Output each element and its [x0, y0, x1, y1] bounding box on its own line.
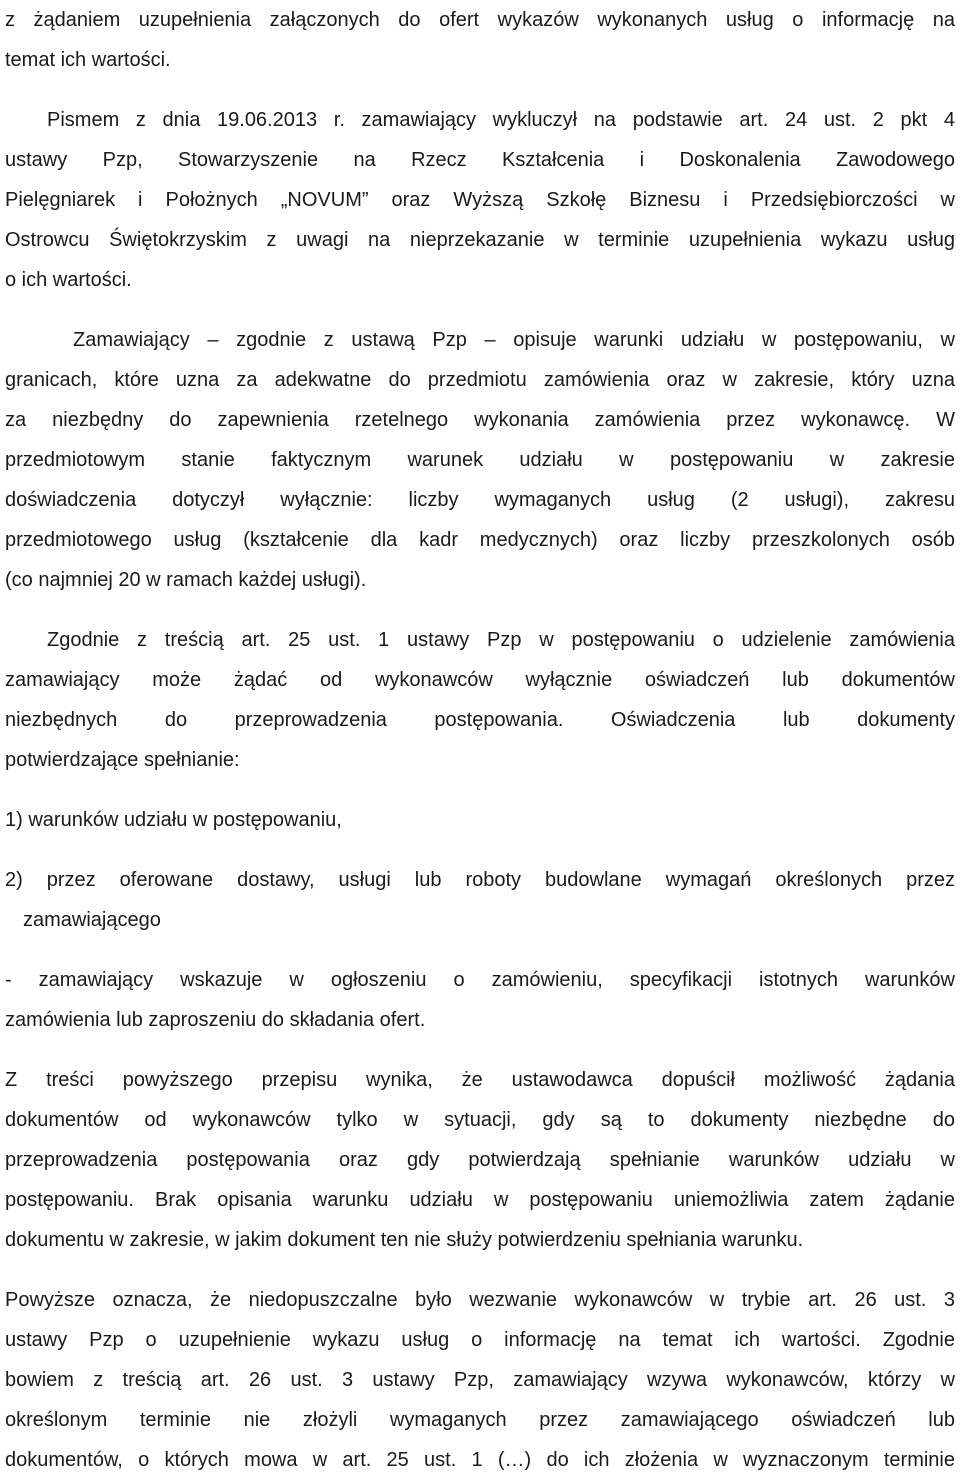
text-line: 2) przez oferowane dostawy, usługi lub roboty budowlane wymagań określonych przez	[5, 869, 955, 891]
text-line: przeprowadzenia postępowania oraz gdy potwierdzają spełnianie warunków udziału w	[5, 1149, 955, 1171]
paragraph-3	[5, 320, 955, 600]
text-line: doświadczenia dotyczył wyłącznie: liczby wymaganych usług (2 usługi), zakresu	[5, 489, 955, 511]
text-line: z żądaniem uzupełnienia załączonych do ofert wykazów wykonanych usług o informację na	[5, 9, 955, 31]
text-line: dokumentu w zakresie, w jakim dokument ten nie służy potwierdzeniu spełniania warunku.	[5, 1229, 804, 1251]
list-item-2	[5, 860, 955, 940]
text-line: określonym terminie nie złożyli wymaganych przez zamawiającego oświadczeń lub	[5, 1409, 955, 1431]
paragraph-gap	[5, 940, 955, 960]
text-line: za niezbędny do zapewnienia rzetelnego wykonania zamówienia przez wykonawcę. W	[5, 409, 955, 431]
paragraph-gap	[5, 1040, 955, 1060]
text-line: temat ich wartości.	[5, 49, 171, 71]
text-line: Pismem z dnia 19.06.2013 r. zamawiający wykluczył na podstawie art. 24 ust. 2 pkt 4	[47, 109, 955, 131]
text-line: przedmiotowego usług (kształcenie dla kadr medycznych) oraz liczby przeszkolonych osób	[5, 529, 955, 551]
text-line: 1) warunków udziału w postępowaniu,	[5, 809, 342, 831]
text-line: ustawy Pzp o uzupełnienie wykazu usług o informację na temat ich wartości. Zgodnie	[5, 1329, 955, 1351]
text-line: dokumentów od wykonawców tylko w sytuacji, gdy są to dokumenty niezbędne do	[5, 1109, 955, 1131]
text-line: Ostrowcu Świętokrzyskim z uwagi na nieprzekazanie w terminie uzupełnienia wykazu usług	[5, 229, 955, 251]
text-line: Z treści powyższego przepisu wynika, że ustawodawca dopuścił możliwość żądania	[5, 1069, 955, 1091]
text-line: Powyższe oznacza, że niedopuszczalne było wezwanie wykonawców w trybie art. 26 ust. 3	[5, 1289, 955, 1311]
text-line: potwierdzające spełnianie:	[5, 749, 240, 771]
text-line: - zamawiający wskazuje w ogłoszeniu o zamówieniu, specyfikacji istotnych warunków	[5, 969, 955, 991]
paragraph-gap	[5, 840, 955, 860]
text-line: przedmiotowym stanie faktycznym warunek udziału w postępowaniu w zakresie	[5, 449, 955, 471]
text-line: zamawiającego	[23, 909, 161, 931]
paragraph-2	[5, 100, 955, 300]
text-line: zamawiający może żądać od wykonawców wyłącznie oświadczeń lub dokumentów	[5, 669, 955, 691]
text-line: Zgodnie z treścią art. 25 ust. 1 ustawy Pzp w postępowaniu o udzielenie zamówienia	[47, 629, 955, 651]
list-item-1	[5, 800, 955, 840]
text-line: granicach, które uzna za adekwatne do przedmiotu zamówienia oraz w zakresie, który uzna	[5, 369, 955, 391]
text-line: bowiem z treścią art. 26 ust. 3 ustawy Pzp, zamawiający wzywa wykonawców, którzy w	[5, 1369, 955, 1391]
paragraph-gap	[5, 300, 955, 320]
text-line: niezbędnych do przeprowadzenia postępowania. Oświadczenia lub dokumenty	[5, 709, 955, 731]
text-line: postępowaniu. Brak opisania warunku udziału w postępowaniu uniemożliwia zatem żądanie	[5, 1189, 955, 1211]
document-page	[5, 0, 955, 1480]
paragraph-gap	[5, 600, 955, 620]
paragraph-1	[5, 0, 955, 80]
paragraph-8	[5, 1060, 955, 1260]
paragraph-4	[5, 620, 955, 780]
paragraph-gap	[5, 1260, 955, 1280]
text-line: ustawy Pzp, Stowarzyszenie na Rzecz Kształcenia i Doskonalenia Zawodowego	[5, 149, 955, 171]
text-line: Zamawiający – zgodnie z ustawą Pzp – opisuje warunki udziału w postępowaniu, w	[73, 329, 955, 351]
paragraph-gap	[5, 780, 955, 800]
paragraph-9	[5, 1280, 955, 1480]
paragraph-7	[5, 960, 955, 1040]
text-line: zamówienia lub zaproszeniu do składania ofert.	[5, 1009, 426, 1031]
text-line: dokumentów, o których mowa w art. 25 ust. 1 (…) do ich złożenia w wyznaczonym terminie	[5, 1449, 955, 1471]
paragraph-gap	[5, 80, 955, 100]
text-line: (co najmniej 20 w ramach każdej usługi).	[5, 569, 367, 591]
text-line: o ich wartości.	[5, 269, 132, 291]
text-line: Pielęgniarek i Położnych „NOVUM” oraz Wyższą Szkołę Biznesu i Przedsiębiorczości w	[5, 189, 955, 211]
